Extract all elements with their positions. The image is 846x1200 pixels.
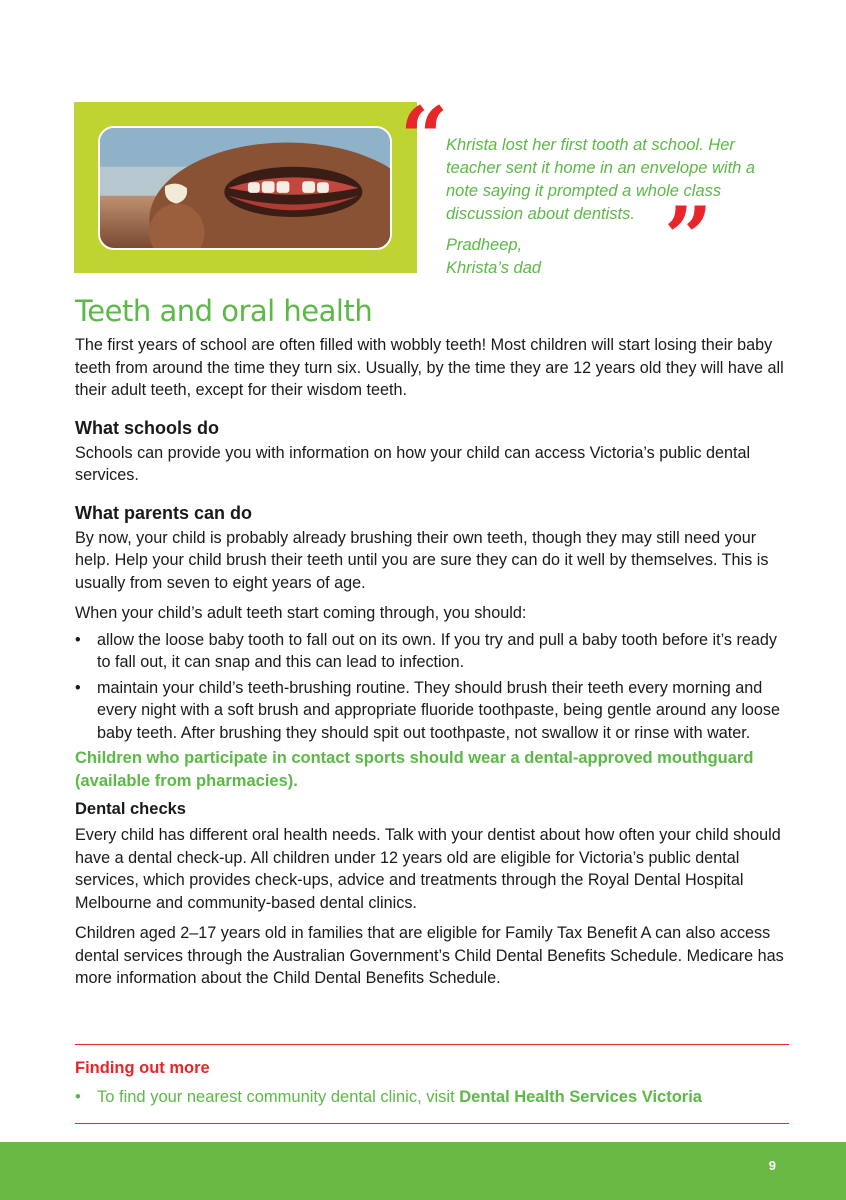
- mouthguard-callout: Children who participate in contact sports should wear a dental-approved mouthguard (available from pharmacies).: [75, 749, 754, 790]
- parents-heading: What parents can do: [75, 502, 253, 523]
- photo-panel: [74, 102, 417, 273]
- quote-attribution-role: Khrista’s dad: [446, 259, 542, 277]
- section-title: Teeth and oral health: [75, 294, 373, 328]
- finding-out-more-title: Finding out more: [75, 1059, 210, 1077]
- dental-checks-paragraph-2: Children aged 2–17 years old in families that are eligible for Family Tax Benefit A can also access dental services through the Australian Government’s Child Dental Benefits Schedule. Medicare has more information about the Child Dental Benefits Schedule.: [75, 924, 784, 987]
- dental-health-services-link[interactable]: Dental Health Services Victoria: [459, 1088, 702, 1106]
- parents-paragraph-2: When your child’s adult teeth start coming through, you should:: [75, 604, 527, 622]
- photo-illustration: [100, 128, 390, 248]
- close-quote-mark: ”: [664, 188, 713, 287]
- bullet-mark: •: [75, 678, 81, 697]
- schools-heading: What schools do: [75, 417, 219, 438]
- list-item: [75, 629, 789, 674]
- parents-bullet-list: [75, 629, 789, 745]
- dental-checks-paragraph-1: Every child has different oral health needs. Talk with your dentist about how often your child should have a dental check-up. All children under 12 years old are eligible for Victoria’s public dental services, which provides check-ups, advice and treatments through the Royal Dental Hospital Melbourne and community-based dental clinics.: [75, 826, 781, 912]
- bullet-mark: •: [75, 630, 81, 649]
- list-item: [75, 677, 789, 745]
- list-item-text: maintain your child’s teeth-brushing routine. They should brush their teeth every morning and every night with a soft brush and appropriate fluoride toothpaste, being gentle around any loose baby teeth. After brushing they should spit out toothpaste, not swallow it or rinse with water.: [97, 678, 781, 742]
- quote-text: Khrista lost her first tooth at school. Her teacher sent it home in an envelope with a note saying it prompted a whole class discussion about dentists.: [446, 136, 756, 223]
- main-content: [75, 292, 789, 990]
- page-number: 9: [768, 1158, 776, 1173]
- parents-paragraph-1: By now, your child is probably already brushing their own teeth, though they may still need your help. Help your child brush their teeth until you are sure they can do it well by themselves. This is usually from seven to eight years of age.: [75, 528, 769, 592]
- list-item-text: allow the loose baby tooth to fall out on its own. If you try and pull a baby tooth before it’s ready to fall out, it can snap and this can lead to infection.: [97, 630, 777, 671]
- finding-out-more-text: To find your nearest community dental clinic, visit: [97, 1088, 460, 1106]
- finding-out-more-item: [75, 1088, 702, 1107]
- open-quote-mark: “: [400, 88, 449, 187]
- bullet-mark: •: [75, 1088, 81, 1106]
- child-holding-tooth-photo: [98, 126, 392, 250]
- schools-paragraph: Schools can provide you with information on how your child can access Victoria’s public dental services.: [75, 443, 751, 484]
- quote-attribution: [446, 234, 646, 280]
- footer-bar: [0, 1142, 846, 1200]
- finding-out-more-box: [75, 1044, 789, 1124]
- quote-attribution-name: Pradheep,: [446, 236, 523, 254]
- intro-paragraph: The first years of school are often filled with wobbly teeth! Most children will start losing their baby teeth from around the time they turn six. Usually, by the time they are 12 years old they will have all their adult teeth, except for their wisdom teeth.: [75, 336, 784, 399]
- dental-checks-heading: Dental checks: [75, 800, 186, 818]
